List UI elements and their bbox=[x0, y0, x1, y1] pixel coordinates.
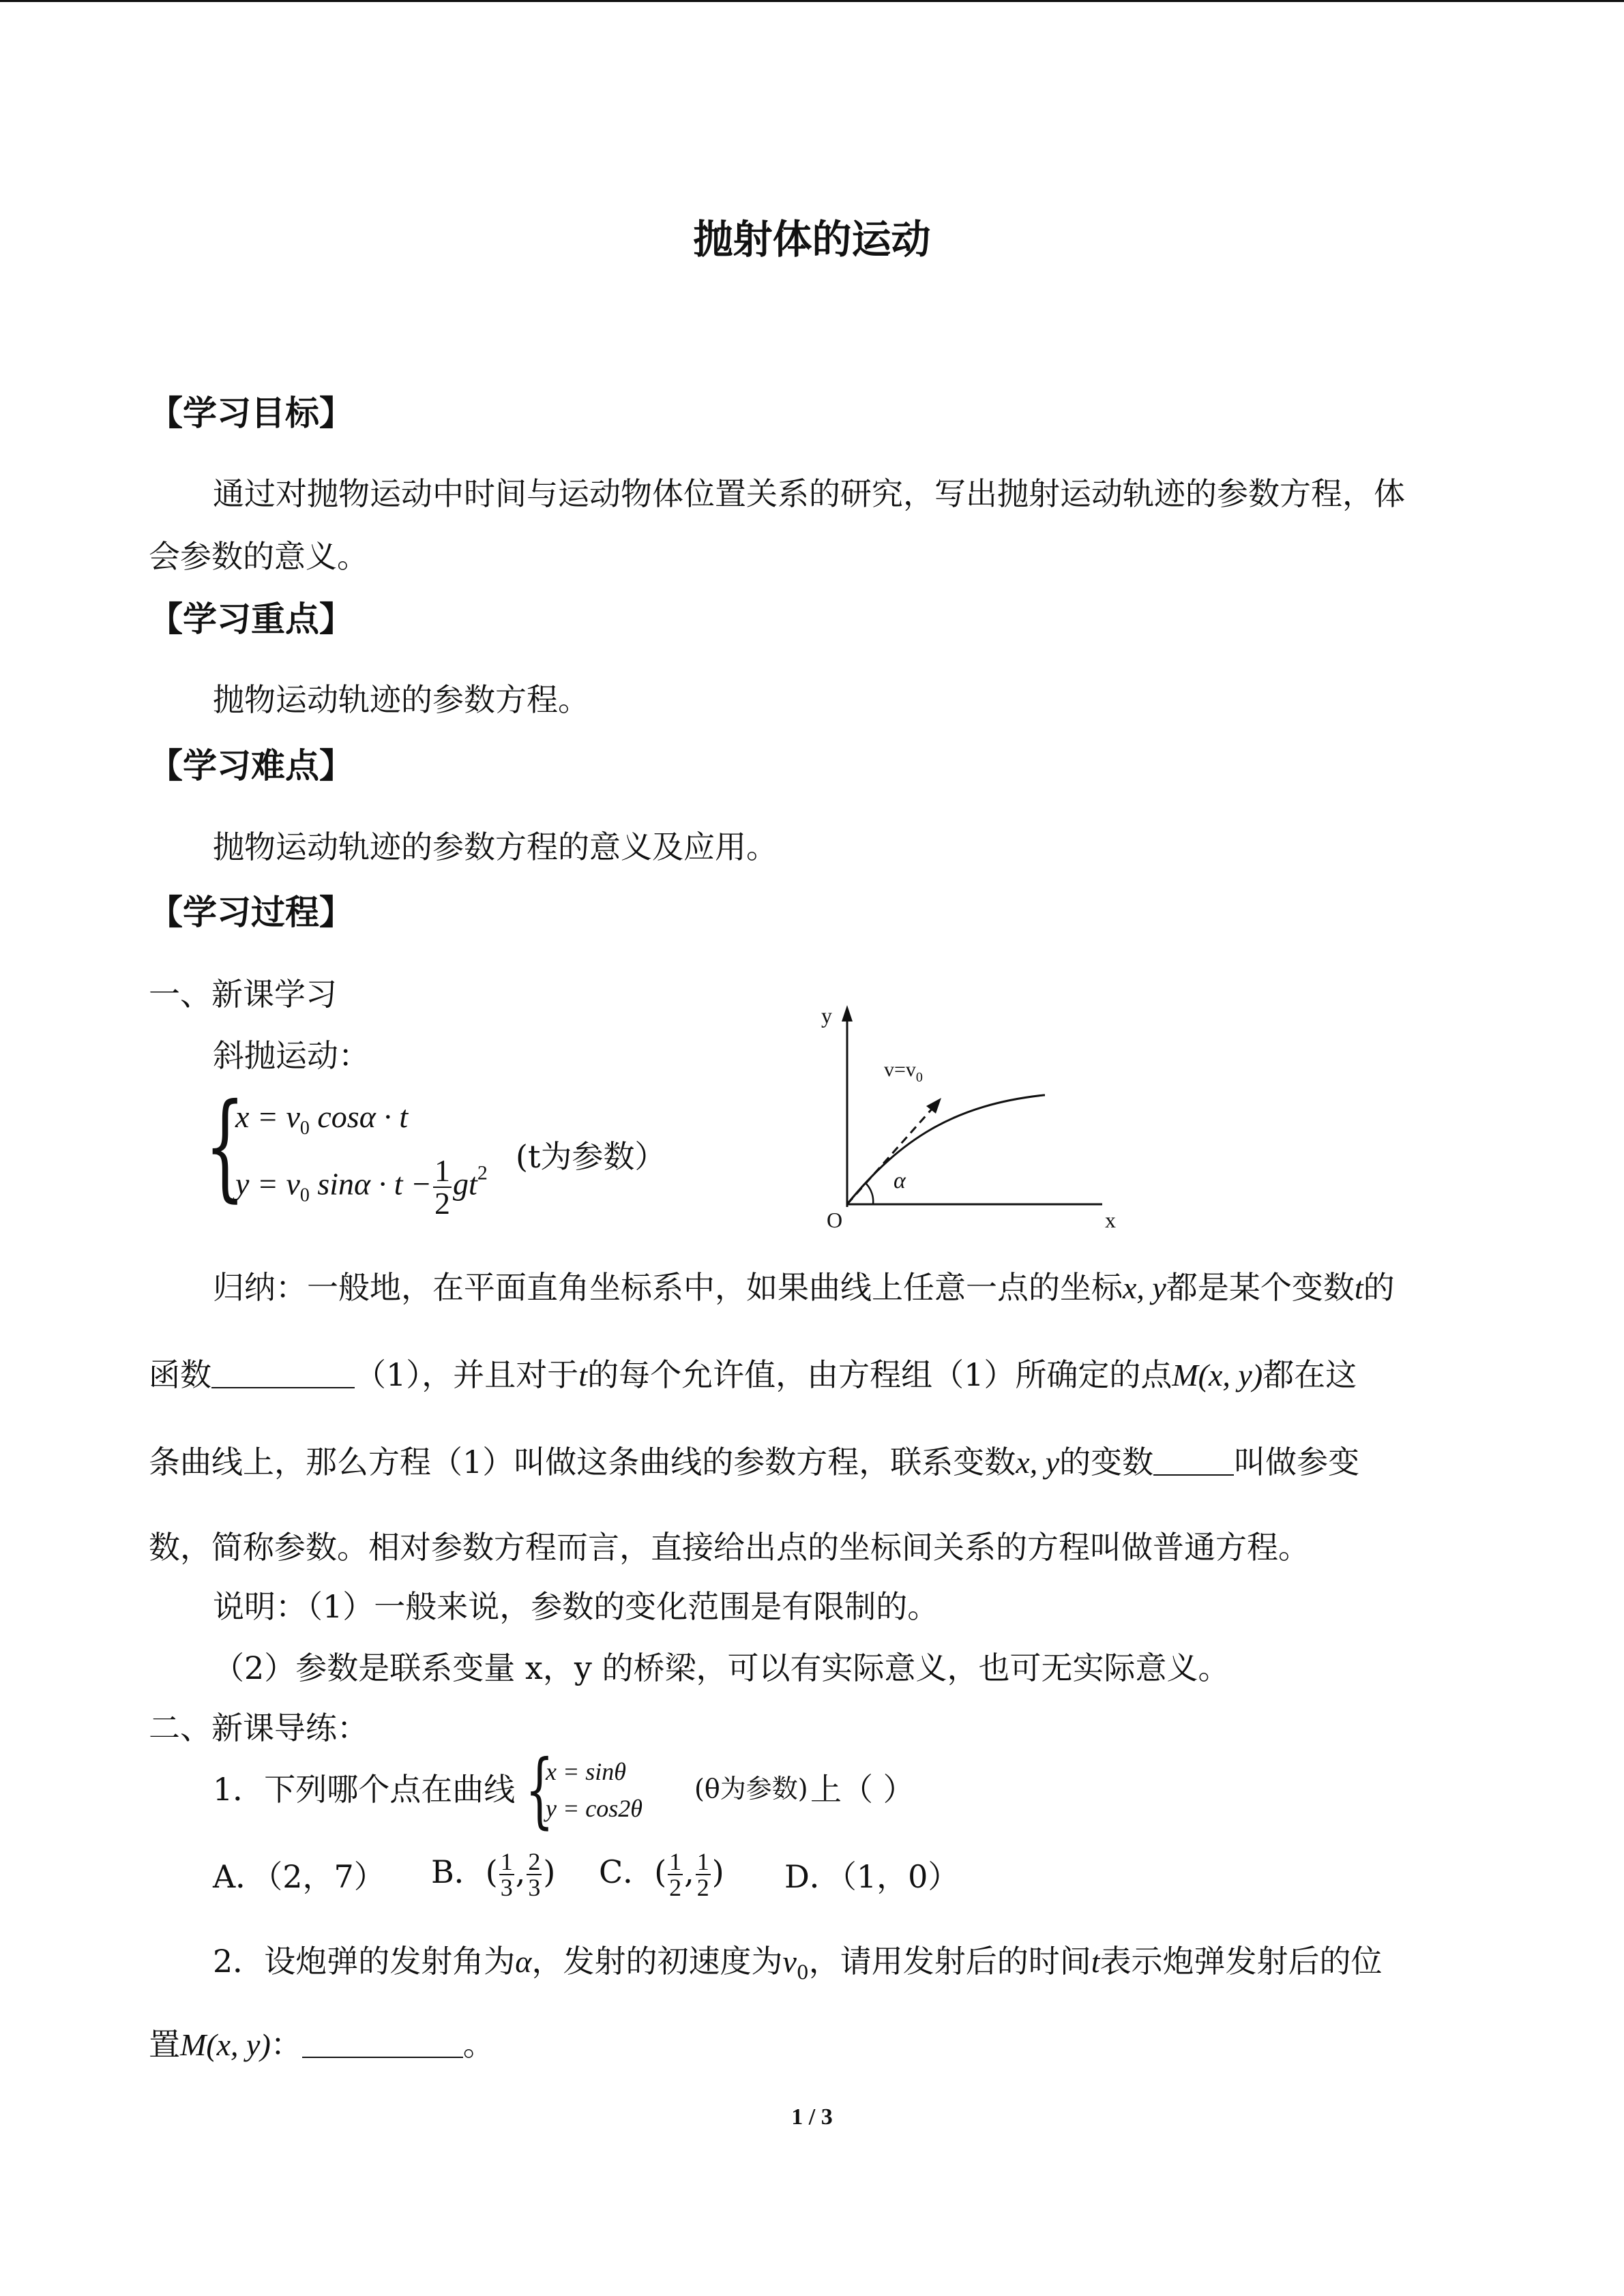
q2-line1: 2．设炮弹的发射角为α，发射的初速度为$v_0$，请用发射后的时间t表示炮弹发射后的位 bbox=[213, 1943, 1383, 1984]
trajectory-curve bbox=[847, 1095, 1045, 1204]
fill-blank-1[interactable] bbox=[211, 1360, 355, 1388]
projectile-figure bbox=[805, 1002, 1132, 1241]
equation-brace: { bbox=[205, 1079, 246, 1214]
summary-line1: 归纳：一般地，在平面直角坐标系中，如果曲线上任意一点的坐标x, y都是某个变数t的 bbox=[213, 1269, 1395, 1306]
q1-option-b: B．( $\frac{1}{3}$ , $\frac{2}{3}$ ) bbox=[431, 1848, 556, 1901]
note-1: 说明：（1）一般来说，参数的变化范围是有限制的。 bbox=[213, 1588, 939, 1625]
heading-difficulty: 【学习难点】 bbox=[149, 746, 353, 786]
note-2: （2）参数是联系变量 x，y 的桥梁，可以有实际意义，也可无实际意义。 bbox=[213, 1650, 1230, 1686]
y-axis-arrow bbox=[842, 1005, 853, 1022]
angle-label: α bbox=[894, 1168, 906, 1193]
summary-line4: 数，简称参数。相对参数方程而言，直接给出点的坐标间关系的方程叫做普通方程。 bbox=[149, 1529, 1310, 1566]
top-border bbox=[0, 0, 1624, 2]
equation-x: $x = v_0$ cosα · t bbox=[235, 1099, 409, 1139]
heading-goal: 【学习目标】 bbox=[149, 393, 353, 433]
difficulty-text: 抛物运动轨迹的参数方程的意义及应用。 bbox=[213, 829, 778, 865]
angle-arc bbox=[866, 1184, 873, 1204]
equation-y: $y = v_0$ sinα · t − $\frac{1}{2}$ $gt^2$ bbox=[235, 1153, 488, 1221]
param-note: (t为参数） bbox=[516, 1138, 666, 1175]
goal-text-line1: 通过对抛物运动中时间与运动物体位置关系的研究，写出抛射运动轨迹的参数方程，体 bbox=[213, 475, 1405, 512]
q1-param: (θ为参数) bbox=[694, 1774, 808, 1804]
q1-tail: 上（ ） bbox=[810, 1771, 915, 1808]
part1-label: 一、新课学习 bbox=[149, 976, 337, 1013]
part1-subtitle: 斜抛运动： bbox=[213, 1037, 370, 1074]
fraction-one-half: $\frac{1}{2}$ bbox=[434, 1153, 451, 1221]
q1-eq-y: y = cos2θ bbox=[546, 1795, 643, 1822]
fill-blank-3[interactable] bbox=[302, 2029, 463, 2058]
q1-option-a: A．（2，7） bbox=[213, 1858, 385, 1895]
heading-key: 【学习重点】 bbox=[149, 599, 353, 639]
goal-text-line2: 会参数的意义。 bbox=[149, 538, 368, 575]
q1-stem: 1．下列哪个点在曲线 bbox=[213, 1771, 516, 1808]
q1-option-c: C．( $\frac{1}{2}$ , $\frac{1}{2}$ ) bbox=[599, 1848, 724, 1901]
page-title: 抛射体的运动 bbox=[693, 216, 931, 263]
summary-line3: 条曲线上，那么方程（1）叫做这条曲线的参数方程，联系变数x, y的变数 叫做参变 bbox=[149, 1444, 1360, 1480]
velocity-label: $v=v_0$ bbox=[884, 1058, 923, 1085]
velocity-vector bbox=[847, 1106, 934, 1204]
heading-process: 【学习过程】 bbox=[149, 893, 353, 932]
page-number: 1 / 3 bbox=[791, 2104, 833, 2130]
y-axis-label: y bbox=[821, 1003, 832, 1028]
key-text: 抛物运动轨迹的参数方程。 bbox=[213, 681, 589, 718]
part2-label: 二、新课导练： bbox=[149, 1710, 368, 1746]
x-axis-label: x bbox=[1105, 1208, 1116, 1232]
q1-eq-x: x = sinθ bbox=[546, 1758, 626, 1785]
summary-line2: 函数 （1），并且对于t的每个允许值，由方程组（1）所确定的点M(x, y)都在这 bbox=[149, 1356, 1357, 1393]
fill-blank-2[interactable] bbox=[1153, 1447, 1234, 1476]
q2-line2: 置M(x, y)： 。 bbox=[149, 2026, 494, 2063]
q1-option-d: D．（1，0） bbox=[784, 1858, 960, 1895]
q1-brace: { bbox=[525, 1743, 554, 1838]
origin-label: O bbox=[827, 1208, 843, 1232]
